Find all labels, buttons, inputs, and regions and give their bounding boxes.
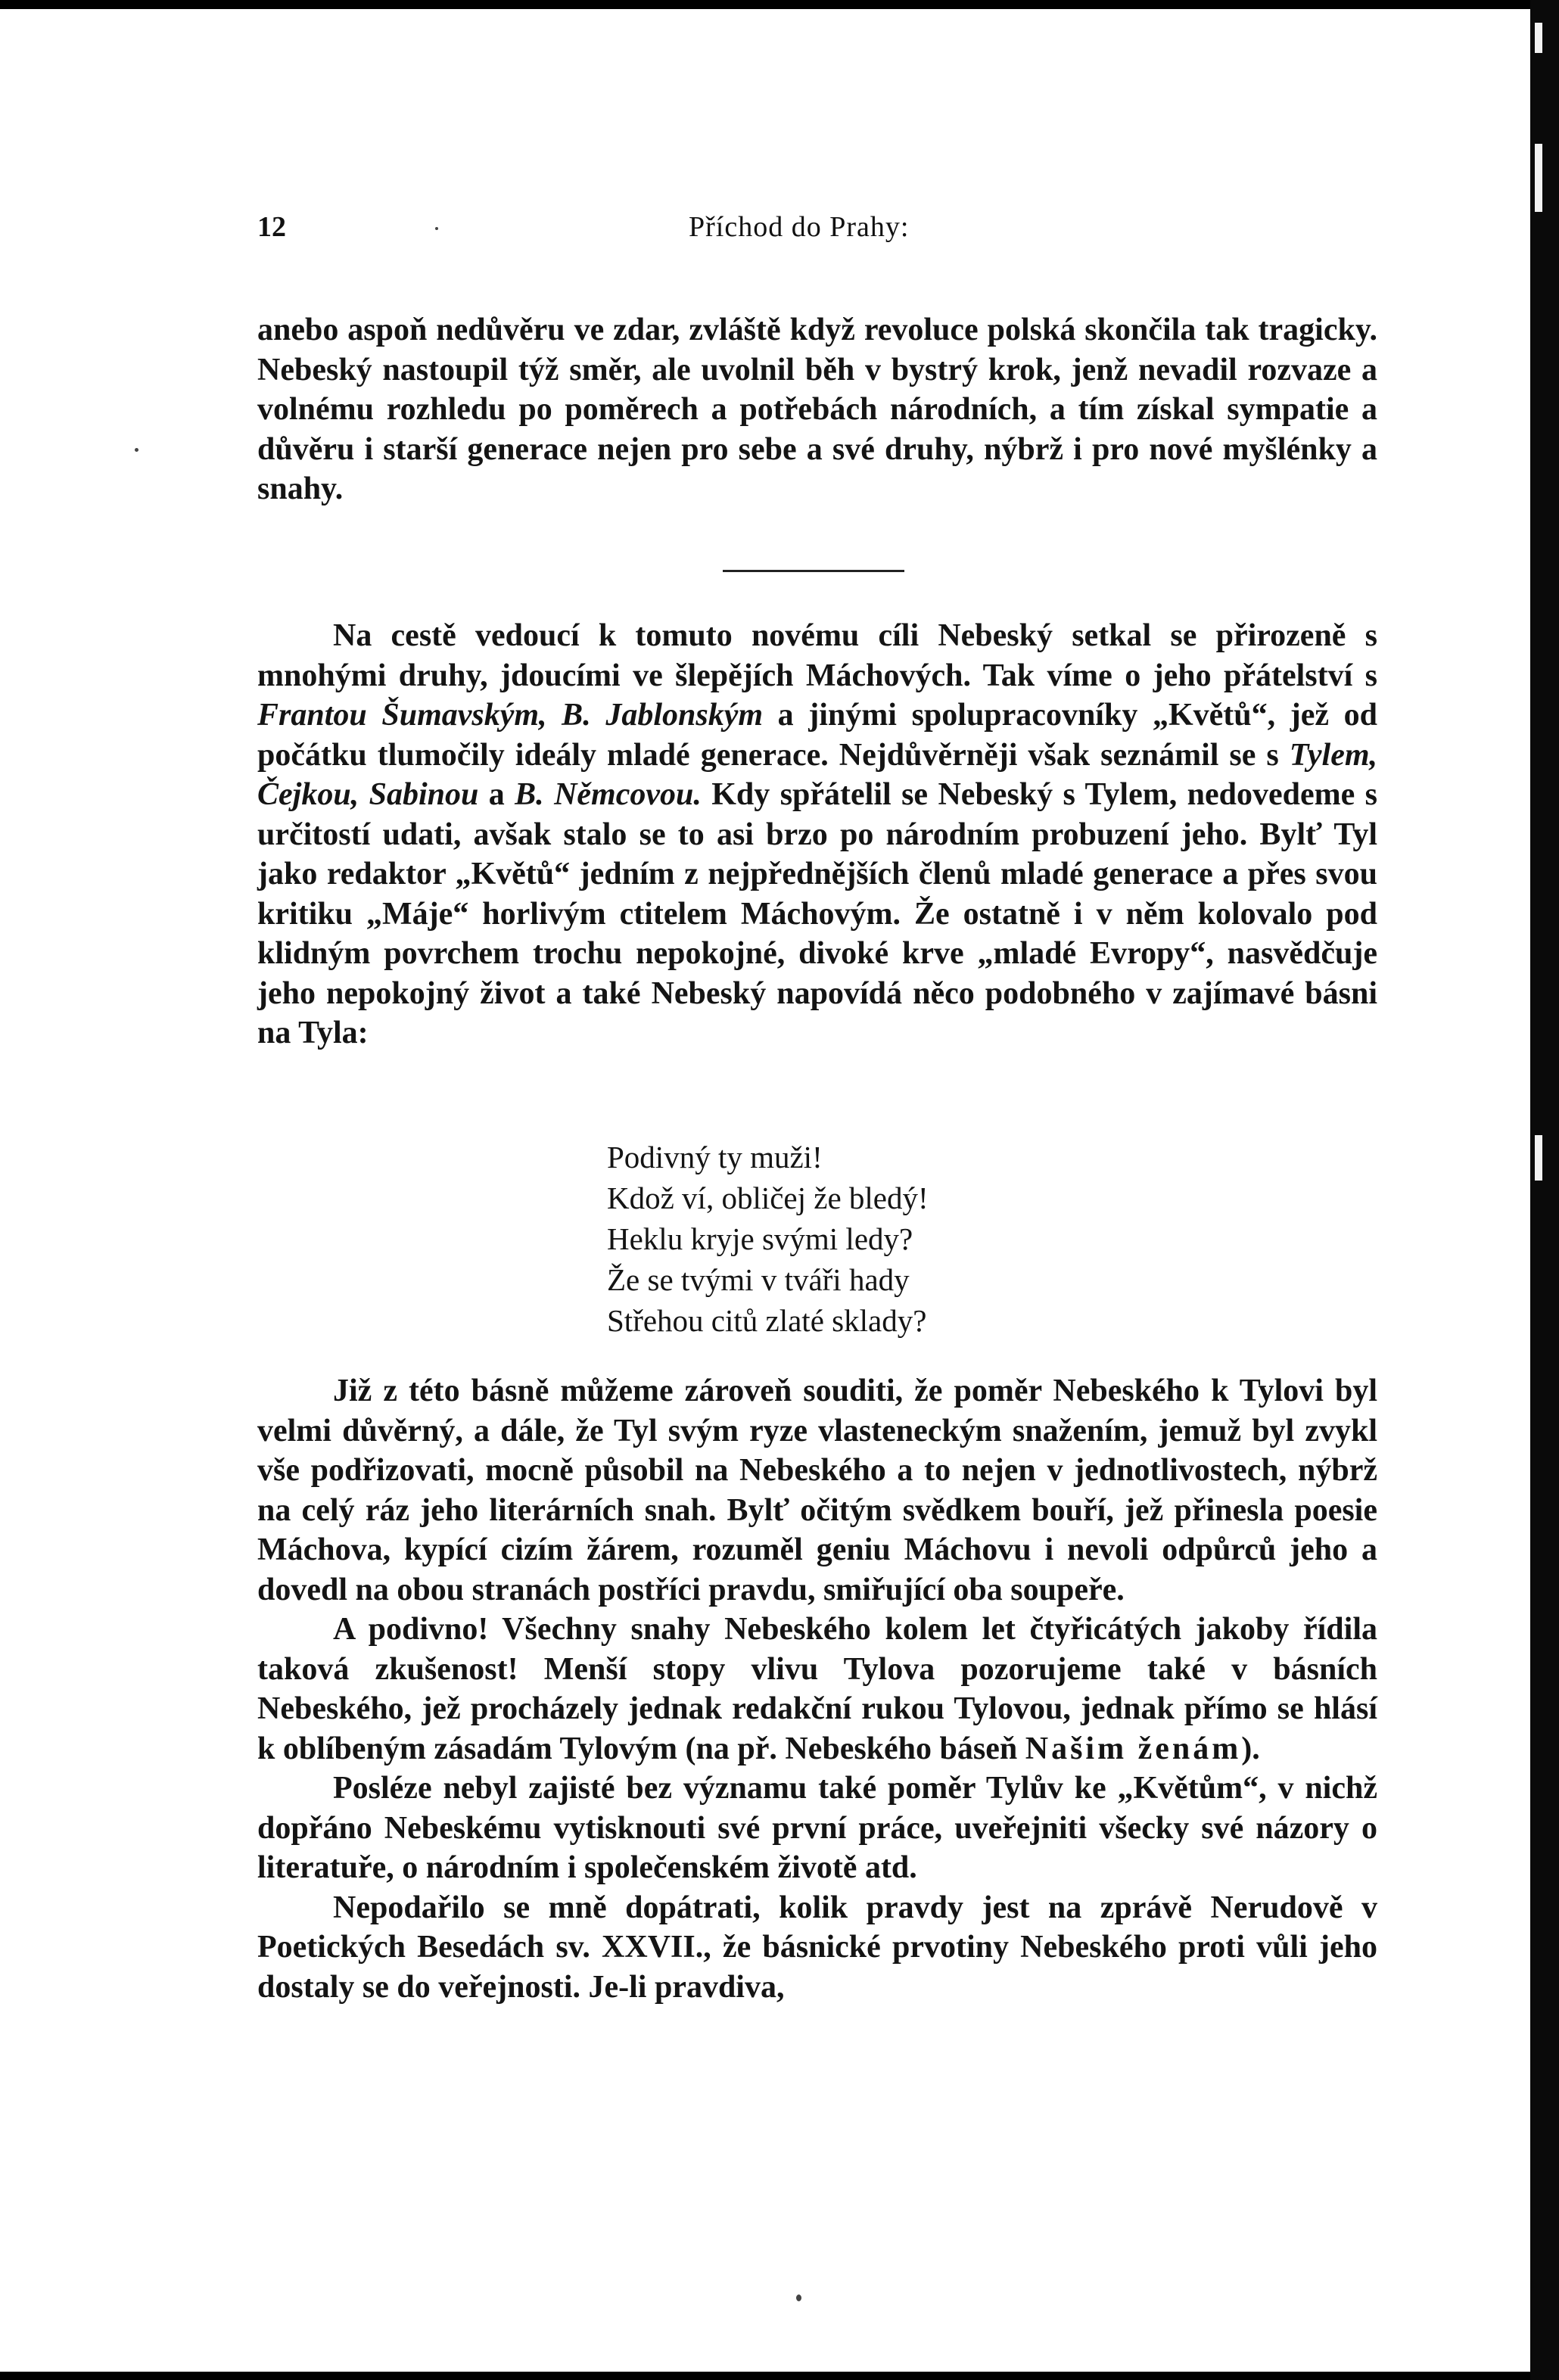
poem-line: Že se tvými v tváři hady [607, 1262, 910, 1297]
paragraph-continuation [257, 310, 1377, 509]
emphasis-names-3: B. Němcovou. [515, 777, 702, 812]
poem-to-tyl [607, 1137, 1137, 1341]
paragraph-2: Na cestě vedoucí k tomuto novému cíli Nebeský setkal se přirozeně s mnohými druhy, jdoucími ve šlepějích Máchových. Tak víme o jeho přátelství s Frantou Šumavským, B. Jablonským a jinými spolupracovníky „Květů“, jež od počátku tlumočily ideály mladé generace. Nejdůvěrněji však seznámil se s Tylem, Čejkou, Sabinou a B. Němcovou. Kdy spřátelil se Nebeský s Tylem, nedovedeme s určitostí udati, avšak stalo se to asi brzo po národním probuzení jeho. Bylť Tyl jako redaktor „Květů“ jedním z nejpřednějších členů mladé generace a přes svou kritiku „Máje“ horlivým ctitelem Máchovým. Že ostatně i v něm kolovalo pod klidným povrchem trochu nepokojné, divoké krve „mladé Evropy“, nasvědčuje jeho nepokojný život a také Nebeský napovídá něco podobného v zajímavé básni na Tyla: [257, 618, 1378, 1050]
paragraph-3: Již z této básně můžeme zároveň souditi, že poměr Nebeského k Tylovi byl velmi důvěrný, a dále, že Tyl svým ryze vlasteneckým snažením, jemuž byl zvykl vše podřizovati, mocně působil na Nebeského a to nejen v jednotlivostech, nýbrž na celý ráz jeho literárních snah. Bylť očitým svědkem bouří, jež přinesla poesie Máchova, kypící cizím žárem, rozuměl geniu Máchovu i nevoli odpůrců jeho a dovedl na obou stranách postříci pravdu, smiřující oba soupeře. [257, 1374, 1377, 1607]
print-speck [796, 2294, 801, 2301]
paragraph-5: Posléze nebyl zajisté bez významu také poměr Tylův ke „Květům“, v nichž dopřáno Nebeskému vytisknouti své první práce, uveřejniti všecky své názory o literatuře, o národním i společenském životě atd. [257, 1771, 1377, 1885]
print-speck [435, 227, 438, 230]
section-divider [723, 570, 904, 572]
paragraph-2-block [257, 616, 1377, 1053]
poem-line: Kdož ví, obličej že bledý! [607, 1181, 929, 1215]
scan-edge [1530, 0, 1559, 2380]
page-number: 12 [257, 211, 286, 243]
poem-line: Heklu kryje svými ledy? [607, 1221, 913, 1256]
poem-line: Podivný ty muži! [607, 1140, 823, 1174]
paragraph-1: anebo aspoň nedůvěru ve zdar, zvláště když revoluce polská skončila tak tragicky. Nebeský nastoupil týž směr, ale uvolnil běh v bystrý krok, jenž nevadil rozvaze a volnému rozhledu po poměrech a potřebách národních, a tím získal sympatie a důvěru i starší generace nejen pro sebe a své druhy, nýbrž i pro nové myšlénky a snahy. [257, 313, 1377, 506]
page-header [257, 210, 1377, 256]
emphasis-names-1: Frantou Šumavským, B. Jablonským [257, 698, 764, 733]
running-title: Příchod do Prahy: [689, 211, 910, 243]
print-speck [135, 448, 138, 452]
paragraph-3-block [257, 1371, 1377, 2007]
paragraph-6: Nepodařilo se mně dopátrati, kolik pravdy jest na zprávě Nerudově v Poetických Besedách sv. XXVII., že básnické prvotiny Nebeského proti vůli jeho dostaly se do veřejnosti. Je-li pravdiva, [257, 1890, 1377, 2005]
spaced-title: Našim ženám [1025, 1731, 1242, 1766]
paragraph-4: A podivno! Všechny snahy Nebeského kolem let čtyřicátých jakoby řídila taková zkušenost! Menší stopy vlivu Tylova pozorujeme také v básních Nebeského, jež procházely jednak redakční rukou Tylovou, jednak přímo se hlásí k oblíbeným zásadám Tylovým (na př. Nebeského báseň Našim ženám). [257, 1612, 1377, 1766]
poem-line: Střehou citů zlaté sklady? [607, 1303, 927, 1338]
book-page [0, 9, 1530, 2372]
emphasis-names-2: Tylem, Čejkou, Sabinou [257, 737, 1377, 812]
